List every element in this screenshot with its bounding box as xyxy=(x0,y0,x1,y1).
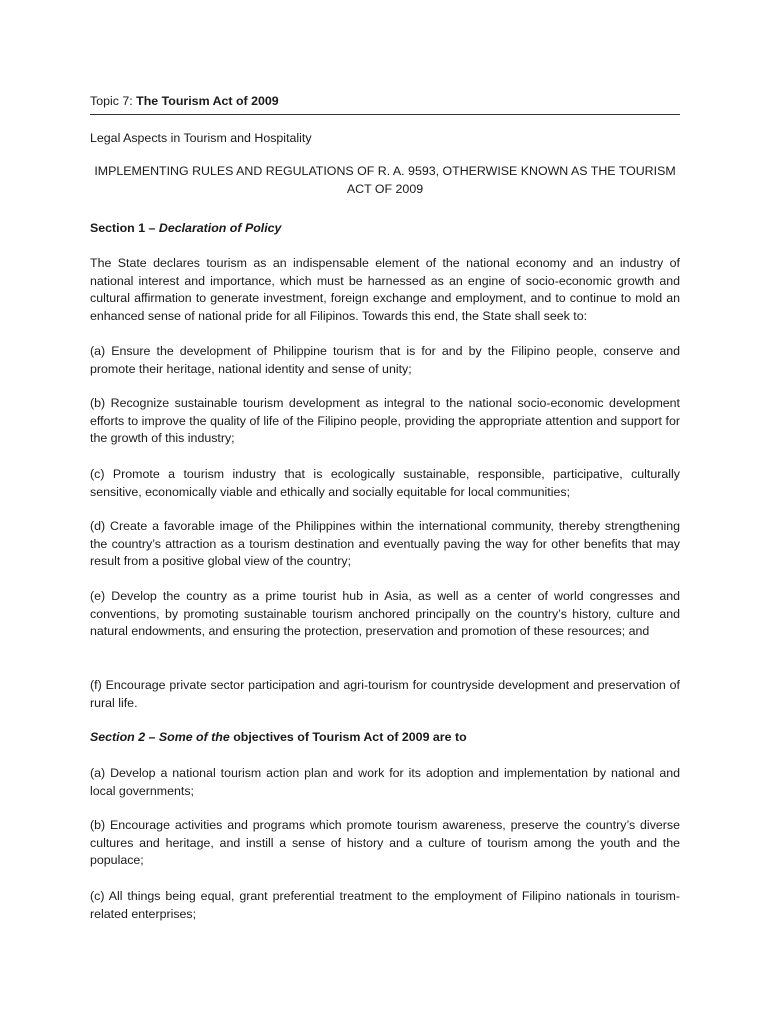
course-subtitle: Legal Aspects in Tourism and Hospitality xyxy=(90,131,312,145)
section-2-italic: Section 2 – Some of the xyxy=(90,730,230,744)
section-2-item-c xyxy=(90,888,680,923)
section-1-item-a xyxy=(90,343,680,378)
list-item: (b) Recognize sustainable tourism development as integral to the national socio-economic development efforts to improve the quality of life of the Filipino people, providing the appropriate attention and support for the growth of this industry; xyxy=(90,396,680,445)
section-1-item-b xyxy=(90,395,680,448)
irr-title: IMPLEMENTING RULES AND REGULATIONS OF R. A. 9593, OTHERWISE KNOWN AS THE TOURISM ACT OF 2009 xyxy=(94,164,676,196)
list-item: (b) Encourage activities and programs which promote tourism awareness, preserve the country’s diverse cultures and heritage, and instill a sense of history and a culture of tourism among the youth and the populace; xyxy=(90,818,680,867)
list-item: (d) Create a favorable image of the Philippines within the international community, thereby strengthening the country’s attraction as a tourism destination and eventually paving the way for other benefits that may result from a positive global view of the country; xyxy=(90,519,680,568)
list-item: (c) All things being equal, grant preferential treatment to the employment of Filipino nationals in tourism-related enterprises; xyxy=(90,889,680,921)
section-1-heading xyxy=(90,220,281,238)
paragraph: The State declares tourism as an indispensable element of the national economy and an industry of national interest and importance, which must be harnessed as an engine of socio-economic growth and cultural affirmation to generate investment, foreign exchange and employment, and to continue to mold an enhanced sense of national pride for all Filipinos. Towards this end, the State shall seek to: xyxy=(90,256,680,323)
section-2-heading xyxy=(90,729,467,747)
list-item: (e) Develop the country as a prime tourist hub in Asia, as well as a center of world congresses and conventions, by promoting sustainable tourism anchored principally on the country’s history, culture and natural endowments, and ensuring the protection, preservation and promotion of these resources; and xyxy=(90,589,680,638)
section-1-item-f xyxy=(90,677,680,712)
section-1-intro xyxy=(90,255,680,325)
section-1-title: Declaration of Policy xyxy=(158,221,282,235)
list-item: (f) Encourage private sector participation and agri-tourism for countryside development and preservation of rural life. xyxy=(90,678,680,710)
list-item: (c) Promote a tourism industry that is ecologically sustainable, responsible, participative, culturally sensitive, economically viable and ethically and socially equitable for local communities; xyxy=(90,467,680,499)
topic-prefix: Topic 7: xyxy=(90,94,137,108)
section-1-number: Section 1 – xyxy=(90,221,159,235)
section-2-item-b xyxy=(90,817,680,870)
list-item: (a) Develop a national tourism action plan and work for its adoption and implementation by national and local governments; xyxy=(90,766,680,798)
section-2-item-a xyxy=(90,765,680,800)
topic-heading xyxy=(90,93,680,115)
section-1-item-e xyxy=(90,588,680,641)
list-item: (a) Ensure the development of Philippine tourism that is for and by the Filipino people, conserve and promote their heritage, national identity and sense of unity; xyxy=(90,344,680,376)
topic-title: The Tourism Act of 2009 xyxy=(136,94,279,108)
section-1-item-c xyxy=(90,466,680,501)
section-1-item-d xyxy=(90,518,680,571)
section-2-rest: objectives of Tourism Act of 2009 are to xyxy=(229,730,467,744)
